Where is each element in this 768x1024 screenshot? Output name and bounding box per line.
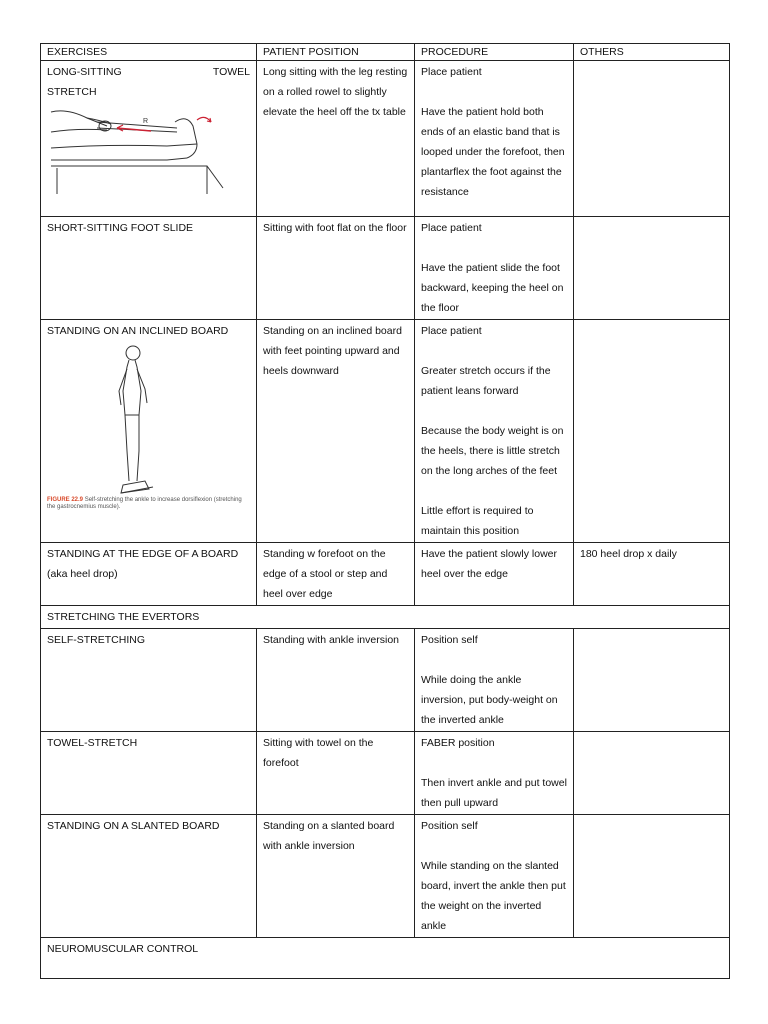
procedure-step: Then invert ankle and put towel then pull upward (421, 777, 567, 809)
procedure-step: Position self (421, 634, 478, 646)
table-row (41, 732, 730, 815)
exercise-cell: TOWEL-STRETCH (41, 732, 257, 815)
figure-label: FIGURE 22.9 (47, 497, 84, 503)
position-cell: Standing on a slanted board with ankle inversion (257, 815, 415, 938)
exercise-cell: SELF-STRETCHING (41, 629, 257, 732)
exercise-cell: STANDING ON A SLANTED BOARD (41, 815, 257, 938)
exercise-cell (41, 543, 257, 606)
header-others: OTHERS (574, 44, 730, 61)
table-header-row (41, 44, 730, 61)
position-cell: Standing with ankle inversion (257, 629, 415, 732)
procedure-step: Place patient (421, 222, 482, 234)
procedure-step: Place patient (421, 66, 482, 78)
table-row (41, 320, 730, 543)
procedure-cell (415, 815, 574, 938)
figure-caption (47, 497, 250, 511)
exercise-cell (41, 320, 257, 543)
procedure-step: Place patient (421, 325, 482, 337)
figure-caption-text: Self-stretching the ankle to increase dorsiflexion (stretching the gastrocnemius muscle). (47, 497, 242, 510)
table-row (41, 815, 730, 938)
exercise-cell: SHORT-SITTING FOOT SLIDE (41, 217, 257, 320)
section-title-evertors: STRETCHING THE EVERTORS (41, 606, 730, 629)
position-cell: Standing on an inclined board with feet pointing upward and heels downward (257, 320, 415, 543)
exercise-name: STANDING AT THE EDGE OF A BOARD (47, 548, 239, 560)
procedure-step: While standing on the slanted board, invert the ankle then put the weight on the inverted ankle (421, 860, 566, 932)
procedure-step: Have the patient slide the foot backward, keeping the heel on the floor (421, 262, 564, 314)
position-cell: Sitting with foot flat on the floor (257, 217, 415, 320)
header-patient-position: PATIENT POSITION (257, 44, 415, 61)
section-row (41, 606, 730, 629)
others-cell (574, 629, 730, 732)
procedure-cell (415, 320, 574, 543)
position-cell: Standing w forefoot on the edge of a stool or step and heel over edge (257, 543, 415, 606)
procedure-step: Little effort is required to maintain this position (421, 505, 534, 537)
procedure-cell (415, 732, 574, 815)
procedure-step: Because the body weight is on the heels, there is little stretch on the long arches of the feet (421, 425, 564, 477)
procedure-step: FABER position (421, 737, 495, 749)
procedure-cell: Have the patient slowly lower heel over the edge (415, 543, 574, 606)
table-row (41, 217, 730, 320)
table-row (41, 629, 730, 732)
section-title-neuromuscular: NEUROMUSCULAR CONTROL (41, 938, 730, 979)
others-cell: 180 heel drop x daily (574, 543, 730, 606)
procedure-cell (415, 629, 574, 732)
exercise-title (47, 62, 250, 82)
exercise-alias: (aka heel drop) (47, 568, 118, 580)
table-row (41, 543, 730, 606)
figure-label: R (143, 118, 149, 125)
inclined-board-illustration (109, 343, 189, 495)
towel-stretch-illustration (47, 104, 237, 196)
others-cell (574, 217, 730, 320)
others-cell (574, 815, 730, 938)
header-procedure: PROCEDURE (415, 44, 574, 61)
procedure-cell (415, 217, 574, 320)
others-cell (574, 61, 730, 217)
table-row (41, 61, 730, 217)
header-exercises: EXERCISES (41, 44, 257, 61)
procedure-step: Position self (421, 820, 478, 832)
exercise-table (40, 43, 730, 979)
procedure-step: Greater stretch occurs if the patient leans forward (421, 365, 551, 397)
procedure-step: Have the patient hold both ends of an elastic band that is looped under the forefoot, then plantarflex the foot against the resistance (421, 106, 565, 198)
section-row (41, 938, 730, 979)
others-cell (574, 732, 730, 815)
exercise-name-part: LONG-SITTING (47, 66, 122, 78)
exercise-name: STANDING ON AN INCLINED BOARD (47, 325, 229, 337)
exercise-name-part: STRETCH (47, 86, 97, 98)
position-cell: Sitting with towel on the forefoot (257, 732, 415, 815)
exercise-name-part: TOWEL (212, 66, 250, 78)
exercise-cell (41, 61, 257, 217)
procedure-cell (415, 61, 574, 217)
position-cell: Long sitting with the leg resting on a rolled rowel to slightly elevate the heel off the tx table (257, 61, 415, 217)
procedure-step: While doing the ankle inversion, put body-weight on the inverted ankle (421, 674, 558, 726)
others-cell (574, 320, 730, 543)
